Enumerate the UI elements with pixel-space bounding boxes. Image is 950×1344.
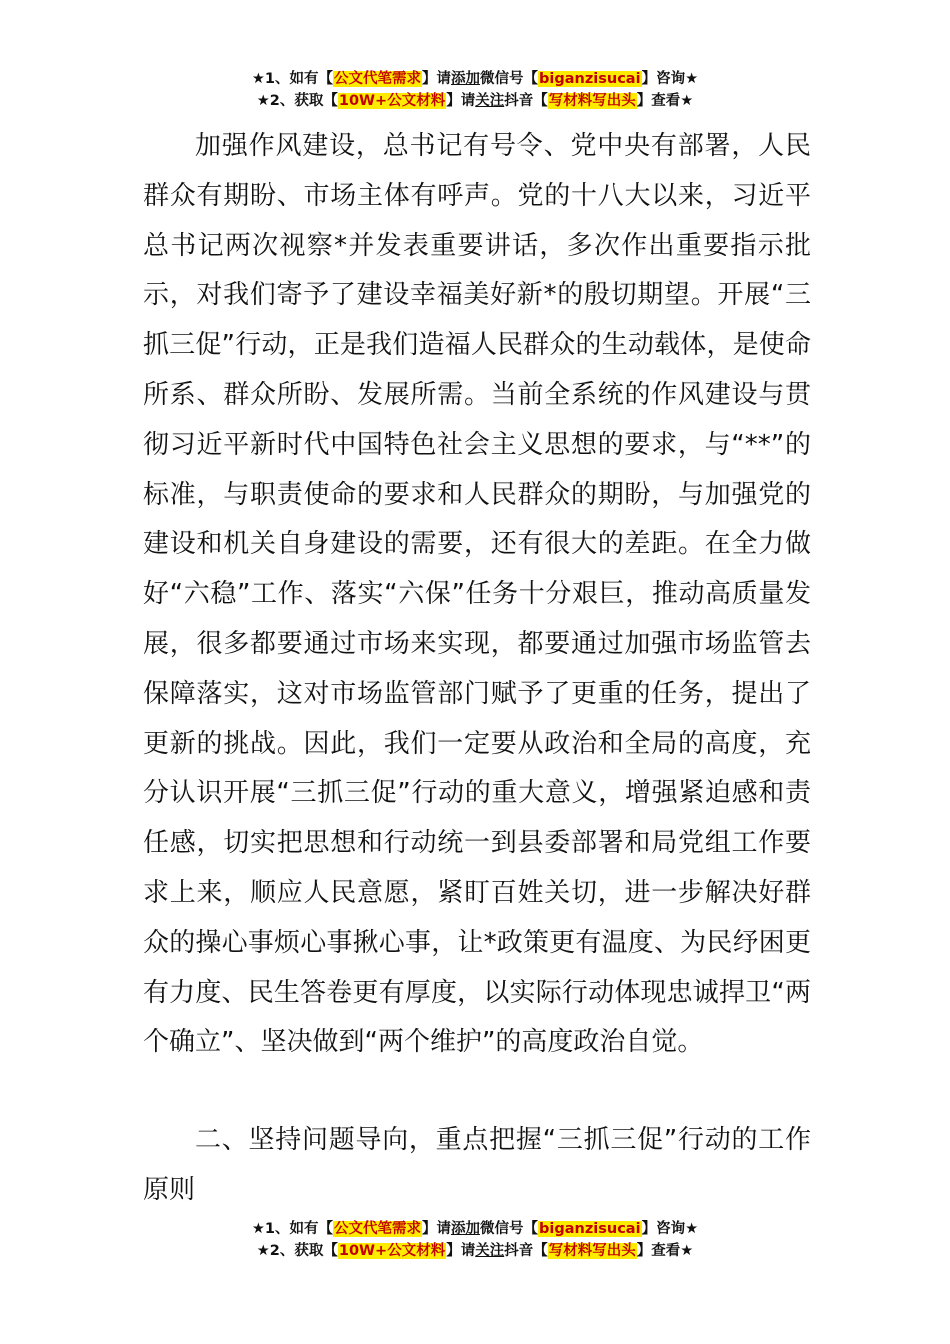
banner-text: 抖音【 bbox=[504, 93, 548, 109]
banner-underlined: 关注 bbox=[475, 1243, 505, 1259]
section-heading: 二、坚持问题导向，重点把握“三抓三促”行动的工作原则 bbox=[143, 1125, 811, 1205]
banner-text: ★2、获取【 bbox=[256, 1243, 338, 1259]
banner-text: 】查看★ bbox=[636, 93, 694, 109]
banner-text: ★1、如有【 bbox=[251, 71, 334, 87]
banner-text: 抖音【 bbox=[504, 1243, 548, 1259]
banner-highlight: 公文代笔需求 bbox=[334, 1221, 422, 1237]
banner-underlined: 关注 bbox=[475, 93, 505, 109]
banner-highlight-wechat-id: biganzisucai bbox=[539, 1221, 641, 1237]
header-banner-line-1 bbox=[0, 68, 950, 90]
banner-text: ★2、获取【 bbox=[256, 93, 338, 109]
section-heading-block bbox=[143, 1116, 811, 1216]
banner-highlight: 10W+公文材料 bbox=[338, 93, 446, 109]
body-paragraph: 加强作风建设，总书记有号令、党中央有部署，人民群众有期盼、市场主体有呼声。党的十八大以来，习近平总书记两次视察*并发表重要讲话，多次作出重要指示批示，对我们寄予了建设幸福美好新*的殷切期望。开展“三抓三促”行动，正是我们造福人民群众的生动载体，是使命所系、群众所盼、发展所需。当前全系统的作风建设与贯彻习近平新时代中国特色社会主义思想的要求，与“**”的标准，与职责使命的要求和人民群众的期盼，与加强党的建设和机关自身建设的需要，还有很大的差距。在全力做好“六稳”工作、落实“六保”任务十分艰巨，推动高质量发展，很多都要通过市场来实现，都要通过加强市场监管去保障落实，这对市场监管部门赋予了更重的任务，提出了更新的挑战。因此，我们一定要从政治和全局的高度，充分认识开展“三抓三促”行动的重大意义，增强紧迫感和责任感，切实把思想和行动统一到县委部署和局党组工作要求上来，顺应人民意愿，紧盯百姓关切，进一步解决好群众的操心事烦心事揪心事，让*政策更有温度、为民纾困更有力度、民生答卷更有厚度，以实际行动体现忠诚捍卫“两个确立”、坚决做到“两个维护”的高度政治自觉。 bbox=[143, 131, 811, 1058]
footer-banner bbox=[0, 1218, 950, 1262]
banner-text: 】咨询★ bbox=[641, 1221, 699, 1237]
banner-highlight-wechat-id: biganzisucai bbox=[539, 71, 641, 87]
banner-highlight: 10W+公文材料 bbox=[338, 1243, 446, 1259]
banner-underlined: 添加 bbox=[451, 71, 481, 87]
banner-highlight-douyin-id: 写材料写出头 bbox=[548, 93, 636, 109]
header-banner bbox=[0, 68, 950, 112]
banner-text: 微信号【 bbox=[480, 71, 539, 87]
banner-highlight-douyin-id: 写材料写出头 bbox=[548, 1243, 636, 1259]
footer-banner-line-2 bbox=[0, 1240, 950, 1262]
banner-text: 】咨询★ bbox=[641, 71, 699, 87]
banner-text: 】请 bbox=[446, 1243, 476, 1259]
banner-text: 】请 bbox=[422, 71, 452, 87]
banner-text: 】请 bbox=[446, 93, 476, 109]
document-body bbox=[143, 122, 811, 1068]
banner-highlight: 公文代笔需求 bbox=[334, 71, 422, 87]
footer-banner-line-1 bbox=[0, 1218, 950, 1240]
banner-underlined: 添加 bbox=[451, 1221, 481, 1237]
banner-text: 微信号【 bbox=[480, 1221, 539, 1237]
banner-text: 】请 bbox=[422, 1221, 452, 1237]
banner-text: ★1、如有【 bbox=[251, 1221, 334, 1237]
banner-text: 】查看★ bbox=[636, 1243, 694, 1259]
header-banner-line-2 bbox=[0, 90, 950, 112]
